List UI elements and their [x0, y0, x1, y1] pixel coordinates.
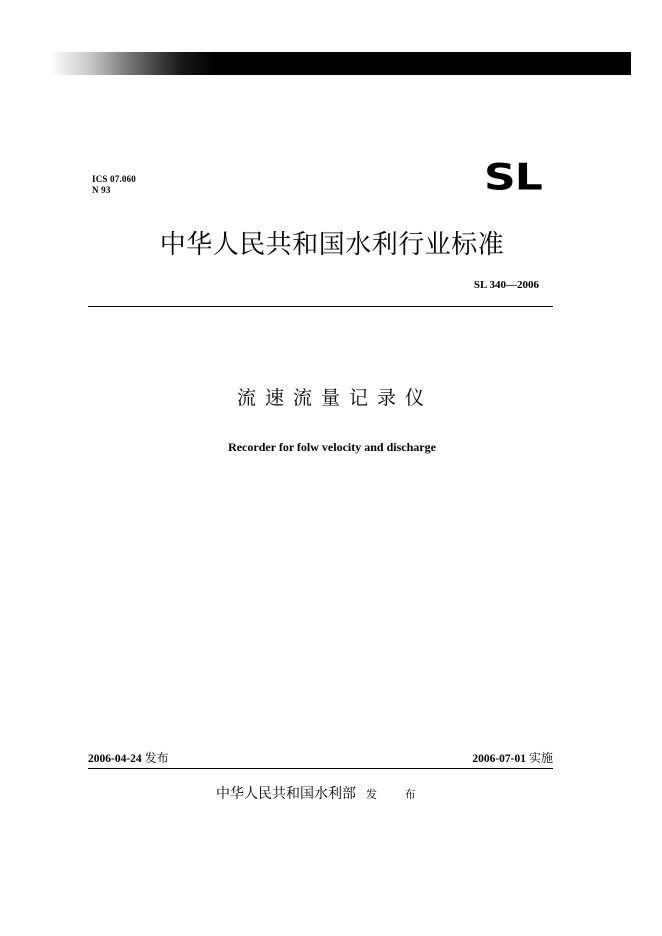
classification-codes: [92, 174, 136, 196]
top-gradient-bar: [50, 52, 631, 75]
document-title-cn: 流速流量记录仪: [236, 387, 433, 409]
issuer-name: 中华人民共和国水利部: [216, 786, 356, 802]
issue-date: 2006-04-24: [88, 753, 142, 765]
implement-date: 2006-07-01: [472, 753, 526, 765]
issuer-action: 发 布: [366, 788, 428, 801]
document-title-en: Recorder for folw velocity and discharge: [228, 440, 436, 454]
category-code: N 93: [92, 185, 111, 195]
implement-label: 实施: [528, 751, 553, 765]
footer-divider: [88, 768, 553, 769]
issue-label: 发布: [144, 751, 169, 765]
issue-date-block: [88, 749, 169, 768]
standard-number: SL 340—2006: [473, 279, 539, 291]
industry-standard-title: 中华人民共和国水利行业标准: [159, 230, 505, 260]
implement-date-block: [472, 749, 553, 768]
issuer-line: [216, 784, 428, 805]
sl-logo: SL: [484, 156, 542, 199]
header-divider: [88, 306, 553, 307]
date-row: [88, 749, 553, 767]
ics-code: ICS 07.060: [92, 174, 137, 184]
